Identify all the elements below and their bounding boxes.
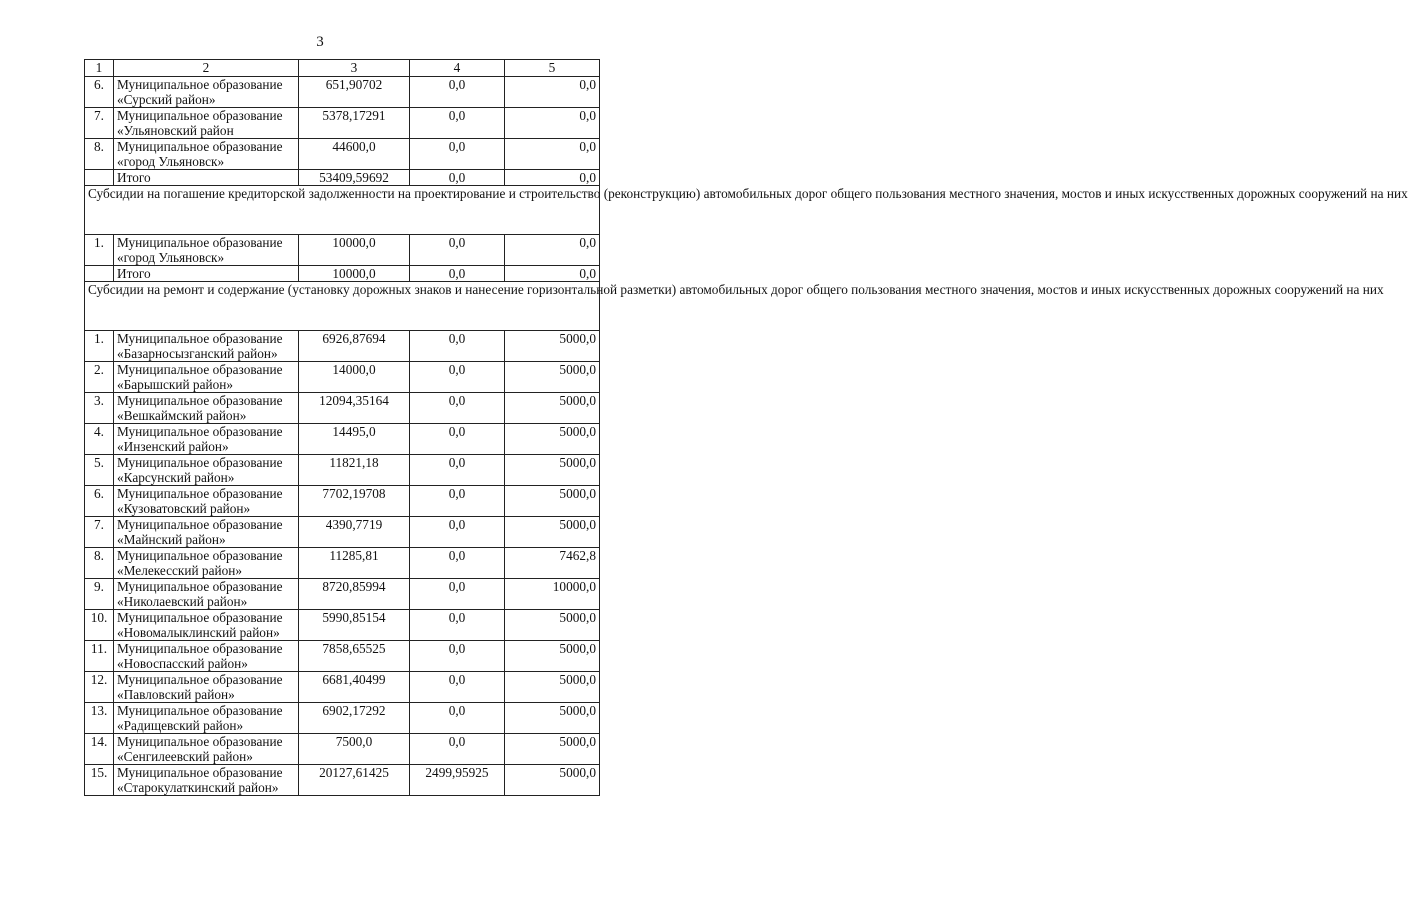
table-row [85,672,600,703]
table-row [85,548,600,579]
amount-col5: 0,0 [505,108,600,139]
total-col3: 10000,0 [299,266,410,282]
municipality-name: Муниципальное образование «Мелекесский район» [114,548,299,579]
table-row [85,641,600,672]
row-number [85,170,114,186]
municipality-name: Муниципальное образование «Ульяновский район [114,108,299,139]
amount-col4: 0,0 [410,641,505,672]
row-number: 7. [85,517,114,548]
row-number: 9. [85,579,114,610]
amount-col5: 10000,0 [505,579,600,610]
amount-col3: 10000,0 [299,235,410,266]
column-number-row [85,60,600,77]
amount-col5: 5000,0 [505,455,600,486]
amount-col4: 2499,95925 [410,765,505,796]
amount-col5: 5000,0 [505,486,600,517]
amount-col4: 0,0 [410,548,505,579]
amount-col4: 0,0 [410,486,505,517]
amount-col4: 0,0 [410,734,505,765]
amount-col3: 5378,17291 [299,108,410,139]
total-col3: 53409,59692 [299,170,410,186]
row-number: 13. [85,703,114,734]
subsidy-table [84,59,1408,796]
amount-col5: 5000,0 [505,424,600,455]
total-col5: 0,0 [505,170,600,186]
row-number: 6. [85,486,114,517]
table-row [85,393,600,424]
table-row [85,108,600,139]
amount-col3: 8720,85994 [299,579,410,610]
amount-col5: 5000,0 [505,672,600,703]
municipality-name: Муниципальное образование «Базарносызганский район» [114,331,299,362]
municipality-name: Муниципальное образование «Новомалыклинский район» [114,610,299,641]
section-title: Субсидии на ремонт и содержание (установку дорожных знаков и нанесение горизонтальной разметки) автомобильных дорог общего пользования местного значения, мостов и иных искусственных дорожных сооружений на них [85,282,600,331]
amount-col4: 0,0 [410,579,505,610]
row-number: 8. [85,139,114,170]
table-row [85,235,600,266]
amount-col3: 11821,18 [299,455,410,486]
amount-col4: 0,0 [410,517,505,548]
total-col4: 0,0 [410,266,505,282]
municipality-name: Муниципальное образование «Инзенский район» [114,424,299,455]
table-row [85,765,600,796]
amount-col5: 5000,0 [505,765,600,796]
total-col4: 0,0 [410,170,505,186]
municipality-name: Муниципальное образование «Вешкаймский район» [114,393,299,424]
amount-col3: 44600,0 [299,139,410,170]
column-number: 4 [410,60,505,77]
amount-col3: 5990,85154 [299,610,410,641]
amount-col4: 0,0 [410,393,505,424]
amount-col3: 6902,17292 [299,703,410,734]
amount-col3: 4390,7719 [299,517,410,548]
amount-col3: 651,90702 [299,77,410,108]
amount-col5: 0,0 [505,77,600,108]
row-number: 1. [85,331,114,362]
table-row [85,139,600,170]
column-number: 1 [85,60,114,77]
amount-col4: 0,0 [410,331,505,362]
amount-col3: 7500,0 [299,734,410,765]
table-row [85,486,600,517]
row-number: 3. [85,393,114,424]
row-number [85,266,114,282]
row-number: 14. [85,734,114,765]
municipality-name: Муниципальное образование «Барышский район» [114,362,299,393]
amount-col4: 0,0 [410,235,505,266]
amount-col4: 0,0 [410,610,505,641]
row-number: 5. [85,455,114,486]
row-number: 7. [85,108,114,139]
total-col5: 0,0 [505,266,600,282]
column-number: 2 [114,60,299,77]
amount-col3: 20127,61425 [299,765,410,796]
municipality-name: Муниципальное образование «Новоспасский район» [114,641,299,672]
table-row [85,362,600,393]
amount-col5: 5000,0 [505,331,600,362]
row-number: 4. [85,424,114,455]
amount-col4: 0,0 [410,139,505,170]
row-number: 10. [85,610,114,641]
municipality-name: Муниципальное образование «Старокулаткинский район» [114,765,299,796]
amount-col5: 5000,0 [505,703,600,734]
amount-col3: 7702,19708 [299,486,410,517]
municipality-name: Муниципальное образование «Сурский район» [114,77,299,108]
amount-col4: 0,0 [410,362,505,393]
page-number: 3 [316,34,324,50]
amount-col5: 5000,0 [505,734,600,765]
amount-col4: 0,0 [410,703,505,734]
column-number: 3 [299,60,410,77]
total-row [85,170,600,186]
row-number: 1. [85,235,114,266]
total-label: Итого [114,170,299,186]
row-number: 6. [85,77,114,108]
row-number: 8. [85,548,114,579]
municipality-name: Муниципальное образование «город Ульяновск» [114,139,299,170]
amount-col3: 6681,40499 [299,672,410,703]
table-row [85,734,600,765]
amount-col4: 0,0 [410,424,505,455]
row-number: 12. [85,672,114,703]
amount-col4: 0,0 [410,77,505,108]
municipality-name: Муниципальное образование «Кузоватовский район» [114,486,299,517]
row-number: 2. [85,362,114,393]
amount-col5: 5000,0 [505,517,600,548]
amount-col3: 6926,87694 [299,331,410,362]
municipality-name: Муниципальное образование «Николаевский район» [114,579,299,610]
table-row [85,331,600,362]
municipality-name: Муниципальное образование «Сенгилеевский район» [114,734,299,765]
amount-col5: 5000,0 [505,641,600,672]
amount-col5: 0,0 [505,139,600,170]
amount-col3: 11285,81 [299,548,410,579]
section-heading-row [85,282,600,331]
amount-col5: 0,0 [505,235,600,266]
total-label: Итого [114,266,299,282]
municipality-name: Муниципальное образование «Карсунский район» [114,455,299,486]
table-row [85,703,600,734]
row-number: 15. [85,765,114,796]
amount-col5: 5000,0 [505,362,600,393]
municipality-name: Муниципальное образование «Майнский район» [114,517,299,548]
table-row [85,610,600,641]
column-number: 5 [505,60,600,77]
row-number: 11. [85,641,114,672]
amount-col5: 5000,0 [505,610,600,641]
amount-col3: 14000,0 [299,362,410,393]
amount-col3: 7858,65525 [299,641,410,672]
table-row [85,455,600,486]
table-row [85,517,600,548]
amount-col5: 5000,0 [505,393,600,424]
amount-col4: 0,0 [410,455,505,486]
municipality-name: Муниципальное образование «Радищевский район» [114,703,299,734]
amount-col4: 0,0 [410,672,505,703]
amount-col5: 7462,8 [505,548,600,579]
municipality-name: Муниципальное образование «Павловский район» [114,672,299,703]
table-row [85,77,600,108]
section-title: Субсидии на погашение кредиторской задолженности на проектирование и строительство (реконструкцию) автомобильных дорог общего пользования местного значения, мостов и иных искусственных дорожных сооружений на них [85,186,600,235]
total-row [85,266,600,282]
amount-col3: 12094,35164 [299,393,410,424]
amount-col3: 14495,0 [299,424,410,455]
municipality-name: Муниципальное образование «город Ульяновск» [114,235,299,266]
table-row [85,424,600,455]
amount-col4: 0,0 [410,108,505,139]
section-heading-row [85,186,600,235]
table-row [85,579,600,610]
